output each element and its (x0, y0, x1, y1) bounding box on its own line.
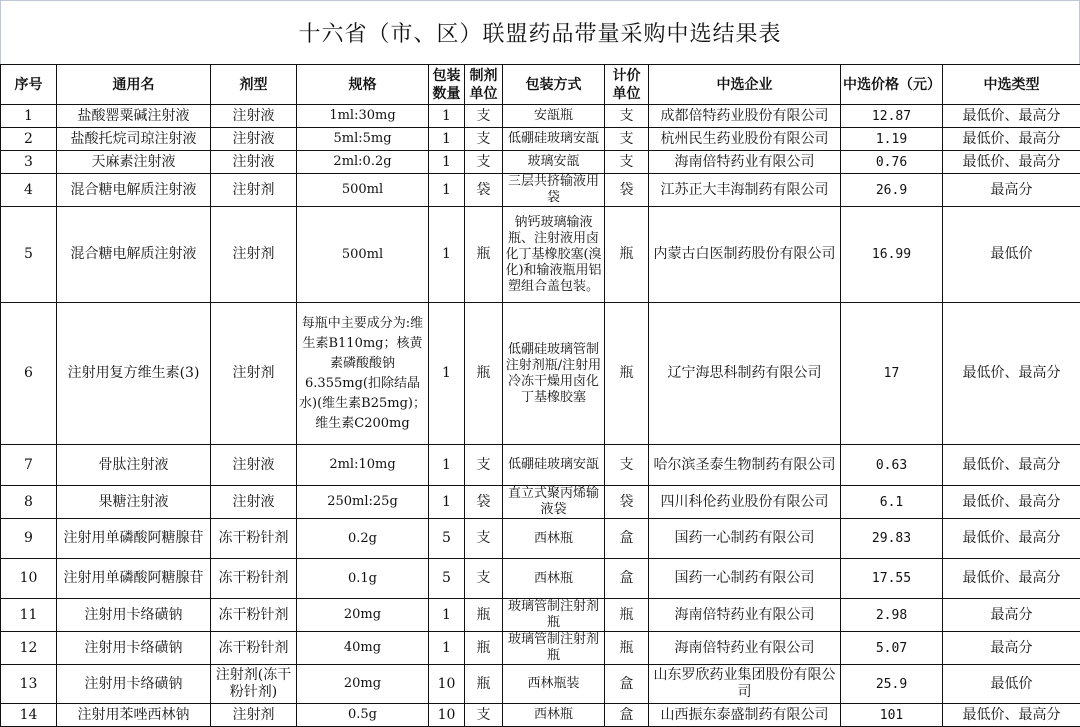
cell-spec: 20mg (297, 665, 429, 704)
header-unit: 制剂单位 (465, 65, 503, 105)
cell-qty: 5 (429, 519, 465, 559)
header-no: 序号 (1, 65, 57, 105)
cell-price-unit: 袋 (605, 486, 649, 519)
cell-price: 101 (841, 704, 943, 727)
cell-pack: 直立式聚丙烯输液袋 (503, 486, 605, 519)
cell-qty: 1 (429, 303, 465, 445)
header-price: 中选价格（元） (841, 65, 943, 105)
table-row (1, 665, 1080, 704)
cell-type: 最低价、最高分 (943, 303, 1080, 445)
table-row (1, 303, 1080, 445)
cell-price: 16.99 (841, 207, 943, 303)
table-row (1, 174, 1080, 207)
cell-no: 7 (1, 445, 57, 486)
cell-company: 杭州民生药业股份有限公司 (649, 128, 841, 151)
cell-pack: 西林瓶装 (503, 665, 605, 704)
cell-price-unit: 瓶 (605, 303, 649, 445)
cell-pack: 玻璃安瓿 (503, 151, 605, 174)
cell-unit: 瓶 (465, 665, 503, 704)
cell-name: 天麻素注射液 (57, 151, 211, 174)
cell-type: 最低价 (943, 207, 1080, 303)
cell-price-unit: 盒 (605, 519, 649, 559)
table-row (1, 445, 1080, 486)
cell-qty: 1 (429, 207, 465, 303)
cell-name: 注射用苯唑西林钠 (57, 704, 211, 727)
cell-price: 1.19 (841, 128, 943, 151)
cell-unit: 袋 (465, 486, 503, 519)
header-name: 通用名 (57, 65, 211, 105)
cell-company: 国药一心制药有限公司 (649, 559, 841, 599)
cell-price-unit: 袋 (605, 174, 649, 207)
cell-price: 5.07 (841, 632, 943, 665)
cell-unit: 支 (465, 445, 503, 486)
cell-price-unit: 盒 (605, 665, 649, 704)
cell-price: 12.87 (841, 105, 943, 128)
cell-price: 0.76 (841, 151, 943, 174)
cell-qty: 1 (429, 599, 465, 632)
cell-price-unit: 支 (605, 151, 649, 174)
cell-name: 注射用卡络磺钠 (57, 665, 211, 704)
cell-price: 25.9 (841, 665, 943, 704)
cell-spec: 2ml:0.2g (297, 151, 429, 174)
cell-qty: 10 (429, 704, 465, 727)
table-row (1, 486, 1080, 519)
cell-no: 5 (1, 207, 57, 303)
cell-company: 山西振东泰盛制药有限公司 (649, 704, 841, 727)
header-qty: 包装数量 (429, 65, 465, 105)
cell-company: 哈尔滨圣泰生物制药有限公司 (649, 445, 841, 486)
cell-form: 冻干粉针剂 (211, 519, 297, 559)
cell-type: 最高分 (943, 599, 1080, 632)
table-row (1, 519, 1080, 559)
table-row (1, 128, 1080, 151)
cell-spec: 每瓶中主要成分为:维生素B110mg；核黄素磷酸酸钠6.355mg(扣除结晶水)(维生素B25mg)；维生素C200mg (297, 303, 429, 445)
cell-price: 2.98 (841, 599, 943, 632)
cell-no: 11 (1, 599, 57, 632)
header-company: 中选企业 (649, 65, 841, 105)
cell-form: 冻干粉针剂 (211, 632, 297, 665)
cell-unit: 支 (465, 151, 503, 174)
cell-no: 10 (1, 559, 57, 599)
cell-spec: 500ml (297, 174, 429, 207)
cell-form: 注射剂 (211, 303, 297, 445)
cell-spec: 0.2g (297, 519, 429, 559)
cell-unit: 瓶 (465, 303, 503, 445)
header-row (1, 65, 1080, 105)
cell-name: 混合糖电解质注射液 (57, 174, 211, 207)
table-row (1, 704, 1080, 727)
table-row (1, 207, 1080, 303)
cell-name: 注射用单磷酸阿糖腺苷 (57, 559, 211, 599)
cell-name: 注射用单磷酸阿糖腺苷 (57, 519, 211, 559)
cell-name: 盐酸托烷司琼注射液 (57, 128, 211, 151)
header-spec: 规格 (297, 65, 429, 105)
cell-no: 14 (1, 704, 57, 727)
cell-type: 最低价 (943, 665, 1080, 704)
header-type: 中选类型 (943, 65, 1080, 105)
cell-company: 海南倍特药业有限公司 (649, 599, 841, 632)
cell-type: 最高分 (943, 632, 1080, 665)
cell-spec: 2ml:10mg (297, 445, 429, 486)
cell-price-unit: 瓶 (605, 207, 649, 303)
table-row (1, 559, 1080, 599)
cell-form: 冻干粉针剂 (211, 559, 297, 599)
cell-pack: 西林瓶 (503, 519, 605, 559)
cell-price: 6.1 (841, 486, 943, 519)
cell-price: 17 (841, 303, 943, 445)
cell-name: 盐酸罂粟碱注射液 (57, 105, 211, 128)
cell-qty: 1 (429, 632, 465, 665)
page-title: 十六省（市、区）联盟药品带量采购中选结果表 (298, 17, 781, 48)
cell-company: 国药一心制药有限公司 (649, 519, 841, 559)
results-table (0, 64, 1080, 727)
cell-name: 注射用卡络磺钠 (57, 632, 211, 665)
cell-pack: 低硼硅玻璃安瓿 (503, 445, 605, 486)
cell-pack: 安瓿瓶 (503, 105, 605, 128)
cell-spec: 40mg (297, 632, 429, 665)
cell-qty: 1 (429, 486, 465, 519)
cell-unit: 支 (465, 519, 503, 559)
cell-spec: 5ml:5mg (297, 128, 429, 151)
cell-price: 0.63 (841, 445, 943, 486)
cell-pack: 西林瓶 (503, 704, 605, 727)
cell-unit: 支 (465, 128, 503, 151)
cell-unit: 瓶 (465, 207, 503, 303)
cell-type: 最低价、最高分 (943, 559, 1080, 599)
cell-price-unit: 瓶 (605, 632, 649, 665)
cell-pack: 玻璃管制注射剂瓶 (503, 599, 605, 632)
cell-qty: 1 (429, 174, 465, 207)
cell-name: 混合糖电解质注射液 (57, 207, 211, 303)
cell-form: 注射液 (211, 445, 297, 486)
cell-no: 2 (1, 128, 57, 151)
cell-form: 注射剂 (211, 207, 297, 303)
cell-form: 注射液 (211, 105, 297, 128)
cell-form: 注射液 (211, 128, 297, 151)
table-row (1, 105, 1080, 128)
cell-type: 最低价、最高分 (943, 105, 1080, 128)
cell-pack: 玻璃管制注射剂瓶 (503, 632, 605, 665)
cell-spec: 0.1g (297, 559, 429, 599)
cell-pack: 低硼硅玻璃安瓿 (503, 128, 605, 151)
table-row (1, 632, 1080, 665)
cell-no: 13 (1, 665, 57, 704)
cell-spec: 250ml:25g (297, 486, 429, 519)
cell-unit: 支 (465, 105, 503, 128)
cell-price-unit: 盒 (605, 704, 649, 727)
cell-pack: 三层共挤输液用袋 (503, 174, 605, 207)
cell-type: 最低价、最高分 (943, 486, 1080, 519)
cell-price: 26.9 (841, 174, 943, 207)
cell-unit: 瓶 (465, 599, 503, 632)
cell-qty: 1 (429, 128, 465, 151)
cell-no: 1 (1, 105, 57, 128)
cell-type: 最低价、最高分 (943, 704, 1080, 727)
cell-form: 注射液 (211, 151, 297, 174)
cell-spec: 500ml (297, 207, 429, 303)
cell-price: 29.83 (841, 519, 943, 559)
cell-name: 注射用复方维生素(3) (57, 303, 211, 445)
cell-type: 最低价、最高分 (943, 151, 1080, 174)
title-bar (0, 0, 1080, 64)
cell-price-unit: 瓶 (605, 599, 649, 632)
cell-price: 17.55 (841, 559, 943, 599)
cell-name: 骨肽注射液 (57, 445, 211, 486)
cell-price-unit: 盒 (605, 559, 649, 599)
cell-unit: 瓶 (465, 632, 503, 665)
cell-pack: 钠钙玻璃输液瓶、注射液用卤化丁基橡胶塞(溴化)和输液瓶用铝塑组合盖包装。 (503, 207, 605, 303)
cell-company: 四川科伦药业股份有限公司 (649, 486, 841, 519)
cell-company: 内蒙古白医制药股份有限公司 (649, 207, 841, 303)
cell-company: 江苏正大丰海制药有限公司 (649, 174, 841, 207)
cell-spec: 1ml:30mg (297, 105, 429, 128)
cell-type: 最低价、最高分 (943, 519, 1080, 559)
cell-spec: 20mg (297, 599, 429, 632)
cell-type: 最低价、最高分 (943, 445, 1080, 486)
header-form: 剂型 (211, 65, 297, 105)
cell-name: 注射用卡络磺钠 (57, 599, 211, 632)
cell-company: 山东罗欣药业集团股份有限公司 (649, 665, 841, 704)
cell-qty: 1 (429, 151, 465, 174)
table-row (1, 151, 1080, 174)
cell-pack: 低硼硅玻璃管制注射剂瓶/注射用冷冻干燥用卤化丁基橡胶塞 (503, 303, 605, 445)
cell-no: 8 (1, 486, 57, 519)
cell-no: 12 (1, 632, 57, 665)
cell-unit: 支 (465, 704, 503, 727)
cell-company: 海南倍特药业有限公司 (649, 632, 841, 665)
table-row (1, 599, 1080, 632)
cell-form: 注射剂 (211, 704, 297, 727)
cell-qty: 1 (429, 445, 465, 486)
cell-spec: 0.5g (297, 704, 429, 727)
cell-unit: 支 (465, 559, 503, 599)
cell-price-unit: 支 (605, 128, 649, 151)
cell-type: 最低价、最高分 (943, 128, 1080, 151)
cell-qty: 10 (429, 665, 465, 704)
cell-company: 辽宁海思科制药有限公司 (649, 303, 841, 445)
header-price-unit: 计价单位 (605, 65, 649, 105)
cell-form: 冻干粉针剂 (211, 599, 297, 632)
cell-unit: 袋 (465, 174, 503, 207)
cell-form: 注射剂(冻干粉针剂) (211, 665, 297, 704)
cell-pack: 西林瓶 (503, 559, 605, 599)
cell-form: 注射液 (211, 486, 297, 519)
cell-no: 4 (1, 174, 57, 207)
cell-no: 6 (1, 303, 57, 445)
cell-name: 果糖注射液 (57, 486, 211, 519)
cell-company: 成都倍特药业股份有限公司 (649, 105, 841, 128)
cell-type: 最高分 (943, 174, 1080, 207)
cell-form: 注射剂 (211, 174, 297, 207)
cell-price-unit: 支 (605, 445, 649, 486)
cell-no: 3 (1, 151, 57, 174)
cell-price-unit: 支 (605, 105, 649, 128)
cell-qty: 5 (429, 559, 465, 599)
cell-company: 海南倍特药业有限公司 (649, 151, 841, 174)
header-pack: 包装方式 (503, 65, 605, 105)
cell-no: 9 (1, 519, 57, 559)
cell-qty: 1 (429, 105, 465, 128)
